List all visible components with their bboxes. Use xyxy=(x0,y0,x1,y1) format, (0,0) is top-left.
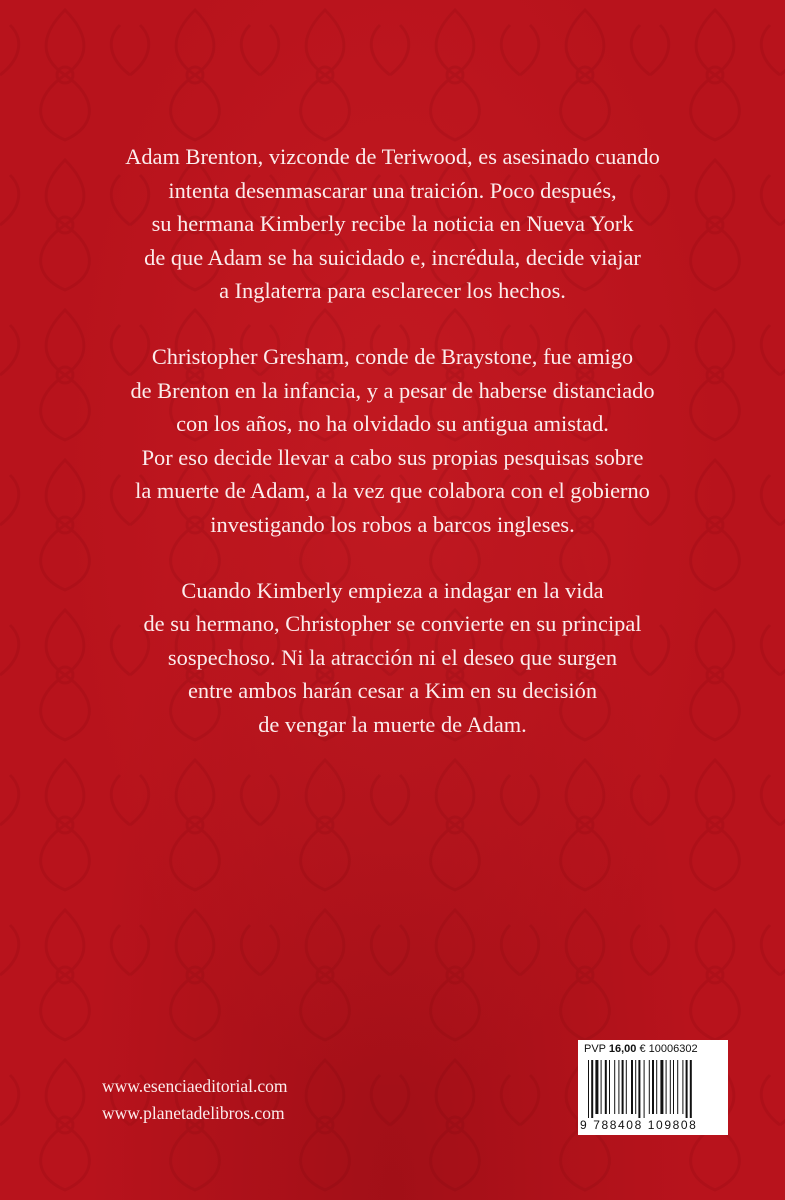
synopsis-line: la muerte de Adam, a la vez que colabora con el gobierno xyxy=(135,478,650,504)
synopsis-line: Por eso decide llevar a cabo sus propias pesquisas sobre xyxy=(141,444,644,470)
barcode-bar xyxy=(631,1060,633,1114)
synopsis-line: intenta desenmascarar una traición. Poco después, xyxy=(168,177,617,203)
barcode-bar xyxy=(601,1060,602,1114)
synopsis-paragraph-2 xyxy=(90,340,695,542)
barcode-bar xyxy=(638,1060,640,1118)
barcode-bar xyxy=(614,1060,615,1114)
barcode-bar xyxy=(670,1060,671,1114)
barcode-bar xyxy=(677,1060,678,1114)
synopsis-line: su hermana Kimberly recibe la noticia en Nueva York xyxy=(151,211,634,237)
barcode-bar xyxy=(649,1060,650,1114)
barcode-bar xyxy=(635,1060,636,1114)
currency-symbol: € xyxy=(639,1043,646,1055)
product-code: 10006302 xyxy=(648,1043,698,1055)
synopsis-line: a Inglaterra para esclarecer los hechos. xyxy=(219,278,566,304)
synopsis-line: sospechoso. Ni la atracción ni el deseo que surgen xyxy=(167,644,618,670)
website-url: www.planetadelibros.com xyxy=(102,1103,285,1123)
synopsis-line: de su hermano, Christopher se convierte en su principal xyxy=(143,611,642,637)
barcode-bar xyxy=(609,1060,610,1114)
barcode-bar xyxy=(686,1060,688,1118)
synopsis-line: de Brenton en la infancia, y a pesar de haberse distanciado xyxy=(130,377,655,403)
pvp-label: PVP xyxy=(584,1043,606,1055)
barcode-bar xyxy=(660,1060,663,1114)
synopsis-line: Christopher Gresham, conde de Braystone, fue amigo xyxy=(151,343,634,369)
website-url: www.esenciaeditorial.com xyxy=(102,1076,288,1096)
barcode-bar xyxy=(666,1060,667,1114)
barcode-bar xyxy=(656,1060,657,1114)
synopsis-line: de vengar la muerte de Adam. xyxy=(258,711,527,737)
ean-number: 9 788408 109808 xyxy=(580,1118,698,1132)
barcode-bar xyxy=(644,1060,645,1118)
price-line xyxy=(584,1043,724,1055)
barcode-bar xyxy=(682,1060,683,1114)
barcode-bar xyxy=(588,1060,589,1118)
synopsis-line: con los años, no ha olvidado su antigua amistad. xyxy=(176,411,609,437)
barcode-bar xyxy=(690,1060,692,1118)
barcode-bar xyxy=(605,1060,607,1114)
synopsis xyxy=(90,140,695,774)
synopsis-line: de que Adam se ha suicidado e, incrédula, decide viajar xyxy=(144,244,641,270)
barcode-bar xyxy=(626,1060,627,1114)
barcode-bar xyxy=(673,1060,674,1114)
publisher-websites xyxy=(102,1073,287,1127)
synopsis-line: entre ambos harán cesar a Kim en su decisión xyxy=(187,678,598,704)
barcode-icon xyxy=(586,1060,720,1118)
synopsis-paragraph-3 xyxy=(90,574,695,742)
barcode-bar xyxy=(652,1060,654,1114)
barcode-bar xyxy=(591,1060,593,1118)
synopsis-line: Adam Brenton, vizconde de Teriwood, es asesinado cuando xyxy=(125,144,660,169)
barcode-bar xyxy=(618,1060,619,1114)
synopsis-line: investigando los robos a barcos ingleses. xyxy=(210,511,575,537)
barcode-bar xyxy=(595,1060,598,1114)
price-value: 16,00 xyxy=(608,1043,637,1055)
barcode-bar xyxy=(622,1060,624,1114)
synopsis-line: Cuando Kimberly empieza a indagar en la vida xyxy=(181,577,604,603)
barcode-label xyxy=(578,1040,728,1135)
synopsis-paragraph-1 xyxy=(90,140,695,308)
